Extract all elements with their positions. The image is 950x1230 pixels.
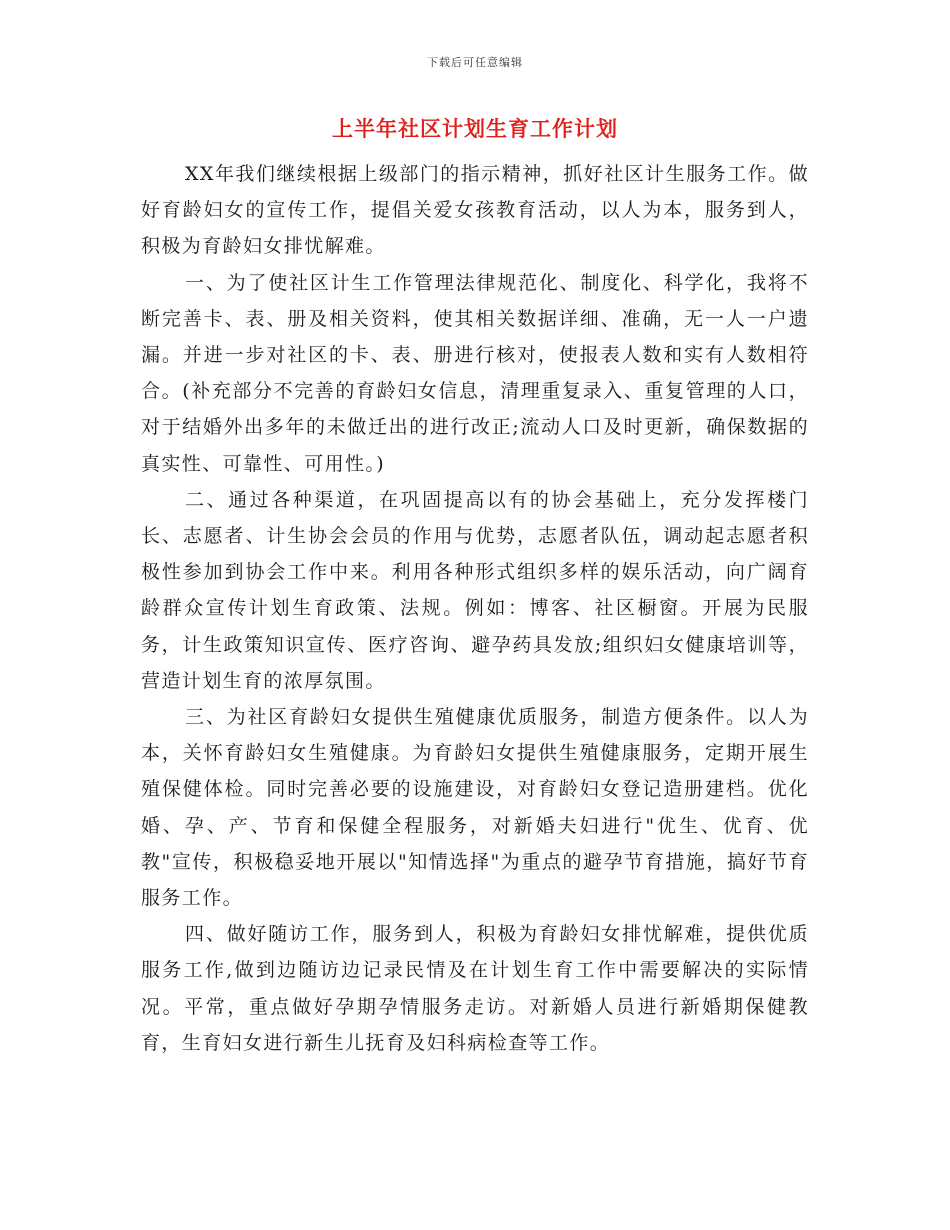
document-title: 上半年社区计划生育工作计划 (332, 117, 618, 141)
paragraph-intro: XX年我们继续根据上级部门的指示精神，抓好社区计生服务工作。做好育龄妇女的宣传工作，提倡关爱女孩教育活动，以人为本，服务到人，积极为育龄妇女排忧解难。 (141, 163, 809, 258)
paragraph-section-3: 三、为社区育龄妇女提供生殖健康优质服务，制造方便条件。以人为本，关怀育龄妇女生殖健康。为育龄妇女提供生殖健康服务，定期开展生殖保健体检。同时完善必要的设施建设，对育龄妇女登记造册建档。优化婚、孕、产、节育和保健全程服务，对新婚夫妇进行"优生、优育、优教"宣传，积极稳妥地开展以"知情选择"为重点的避孕节育措施，搞好节育服务工作。 (141, 706, 809, 910)
document-body (141, 156, 809, 1061)
paragraph-section-2: 二、通过各种渠道，在巩固提高以有的协会基础上，充分发挥楼门长、志愿者、计生协会会员的作用与优势，志愿者队伍，调动起志愿者积极性参加到协会工作中来。利用各种形式组织多样的娱乐活动，向广阔育龄群众宣传计划生育政策、法规。例如：博客、社区橱窗。开展为民服务，计生政策知识宣传、医疗咨询、避孕药具发放;组织妇女健康培训等，营造计划生育的浓厚氛围。 (141, 488, 809, 692)
paragraph-section-1: 一、为了使社区计生工作管理法律规范化、制度化、科学化，我将不断完善卡、表、册及相关资料，使其相关数据详细、准确，无一人一户遗漏。并进一步对社区的卡、表、册进行核对，使报表人数和实有人数相符合。(补充部分不完善的育龄妇女信息，清理重复录入、重复管理的人口，对于结婚外出多年的未做迁出的进行改正;流动人口及时更新，确保数据的真实性、可靠性、可用性。) (141, 271, 809, 475)
paragraph-section-4: 四、做好随访工作，服务到人，积极为育龄妇女排忧解难，提供优质服务工作,做到边随访边记录民情及在计划生育工作中需要解决的实际情况。平常，重点做好孕期孕情服务走访。对新婚人员进行新婚期保健教育，生育妇女进行新生儿抚育及妇科病检查等工作。 (141, 923, 809, 1054)
page-header-note: 下载后可任意编辑 (427, 56, 523, 69)
